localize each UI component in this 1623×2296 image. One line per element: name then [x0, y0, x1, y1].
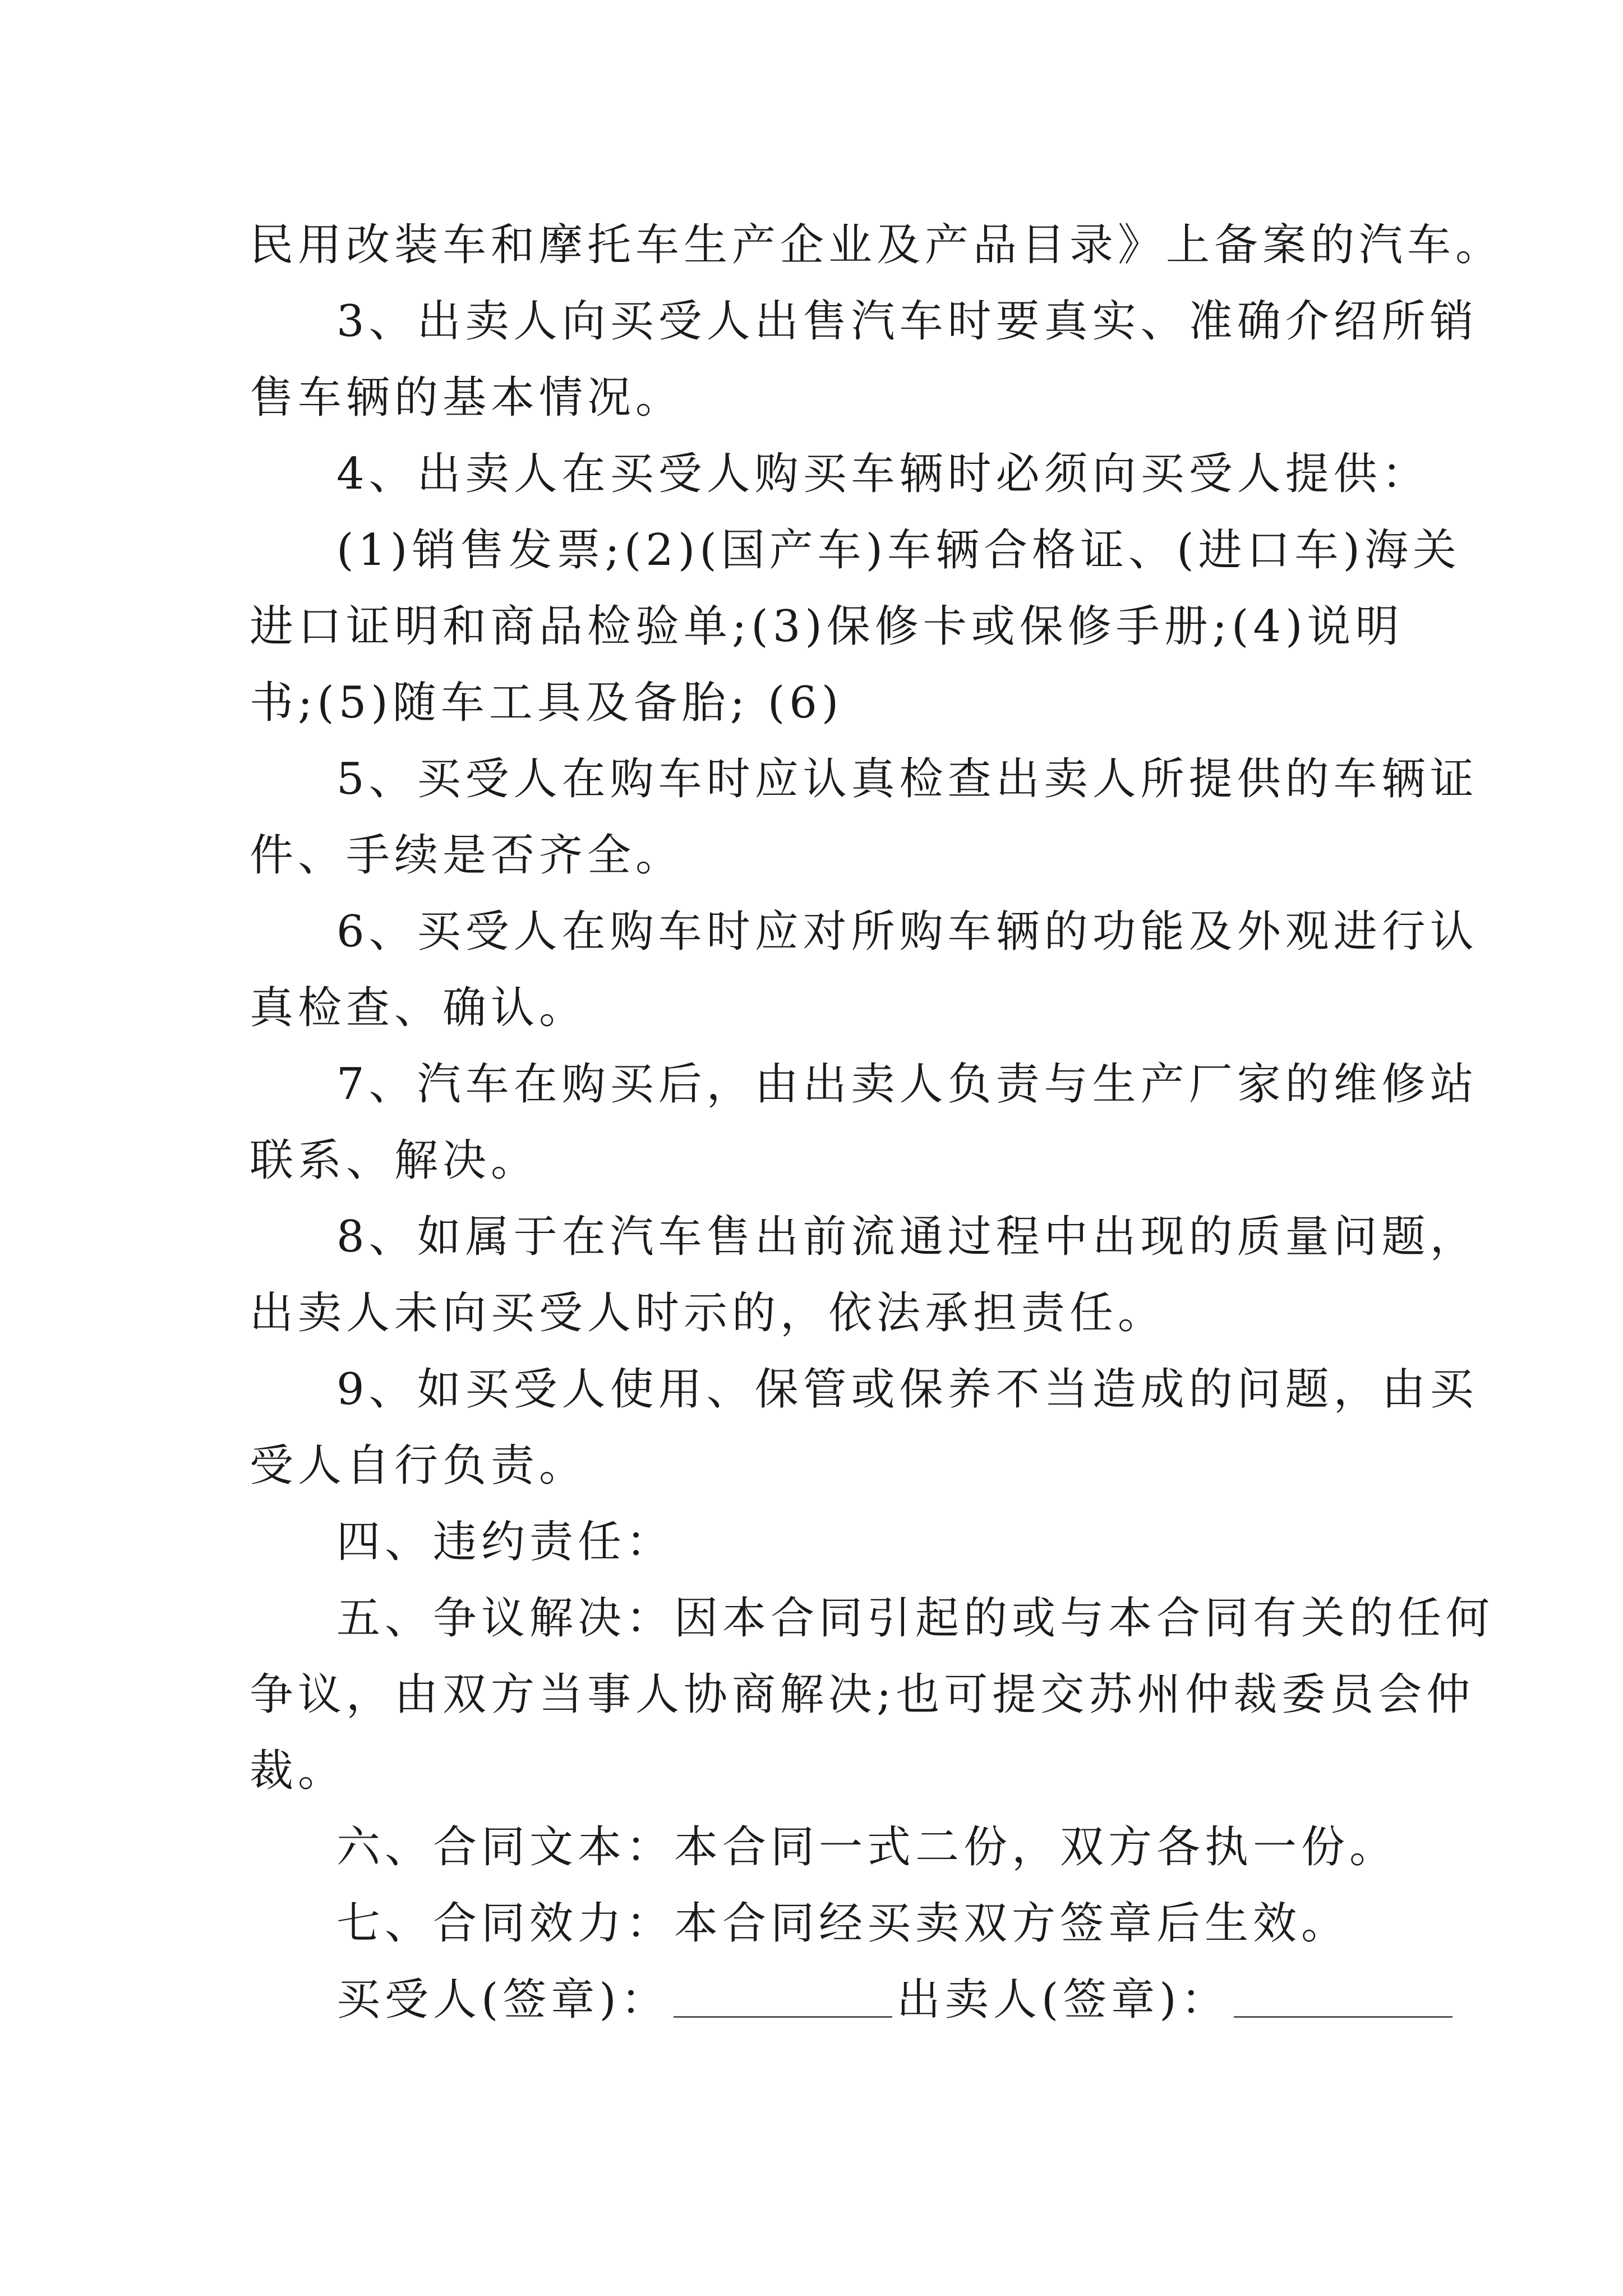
paragraph-line: 进口证明和商品检验单;(3)保修卡或保修手册;(4)说明 [250, 601, 1404, 652]
paragraph-line: 五、争议解决：因本合同引起的或与本合同有关的任何 [336, 1593, 1495, 1644]
paragraph-line: 受人自行负责。 [250, 1441, 588, 1491]
paragraph-line: 5、买受人在购车时应认真检查出卖人所提供的车辆证 [336, 754, 1478, 804]
paragraph-line: 9、如买受人使用、保管或保养不当造成的问题，由买 [336, 1364, 1478, 1415]
paragraph-line: 民用改装车和摩托车生产企业及产品目录》上备案的汽车。 [250, 220, 1504, 270]
buyer-signature-label: 买受人(签章)： [336, 1975, 669, 2025]
paragraph-line: 4、出卖人在买受人购买车辆时必须向买受人提供： [336, 449, 1430, 499]
paragraph-line: 件、手续是否齐全。 [250, 830, 684, 881]
paragraph-line: 争议，由双方当事人协商解决;也可提交苏州仲裁委员会仲 [250, 1669, 1475, 1720]
paragraph-line: 六、合同文本：本合同一式二份，双方各执一份。 [336, 1822, 1398, 1872]
paragraph-line: 联系、解决。 [250, 1135, 540, 1186]
paragraph-line: 四、违约责任： [336, 1517, 675, 1567]
seller-signature-label: 出卖人(签章)： [896, 1975, 1229, 2025]
paragraph-line: 裁。 [250, 1746, 347, 1796]
paragraph-line: 真检查、确认。 [250, 983, 588, 1033]
paragraph-line: 书;(5)随车工具及备胎; (6) [250, 678, 843, 728]
paragraph-line: 七、合同效力：本合同经买卖双方签章后生效。 [336, 1898, 1350, 1949]
paragraph-line: 售车辆的基本情况。 [250, 372, 684, 423]
signature-row [336, 1969, 1481, 2031]
paragraph-line: 6、买受人在购车时应对所购车辆的功能及外观进行认 [336, 907, 1478, 957]
paragraph-line: (1)销售发票;(2)(国产车)车辆合格证、(进口车)海关 [336, 525, 1461, 576]
seller-signature-blank[interactable] [1234, 1977, 1453, 2018]
paragraph-line: 7、汽车在购买后，由出卖人负责与生产厂家的维修站 [336, 1059, 1478, 1110]
paragraph-line: 8、如属于在汽车售出前流通过程中出现的质量问题， [336, 1212, 1478, 1262]
buyer-signature-blank[interactable] [674, 1977, 892, 2018]
paragraph-line: 出卖人未向买受人时示的，依法承担责任。 [250, 1288, 1166, 1338]
paragraph-line: 3、出卖人向买受人出售汽车时要真实、准确介绍所销 [336, 296, 1478, 347]
